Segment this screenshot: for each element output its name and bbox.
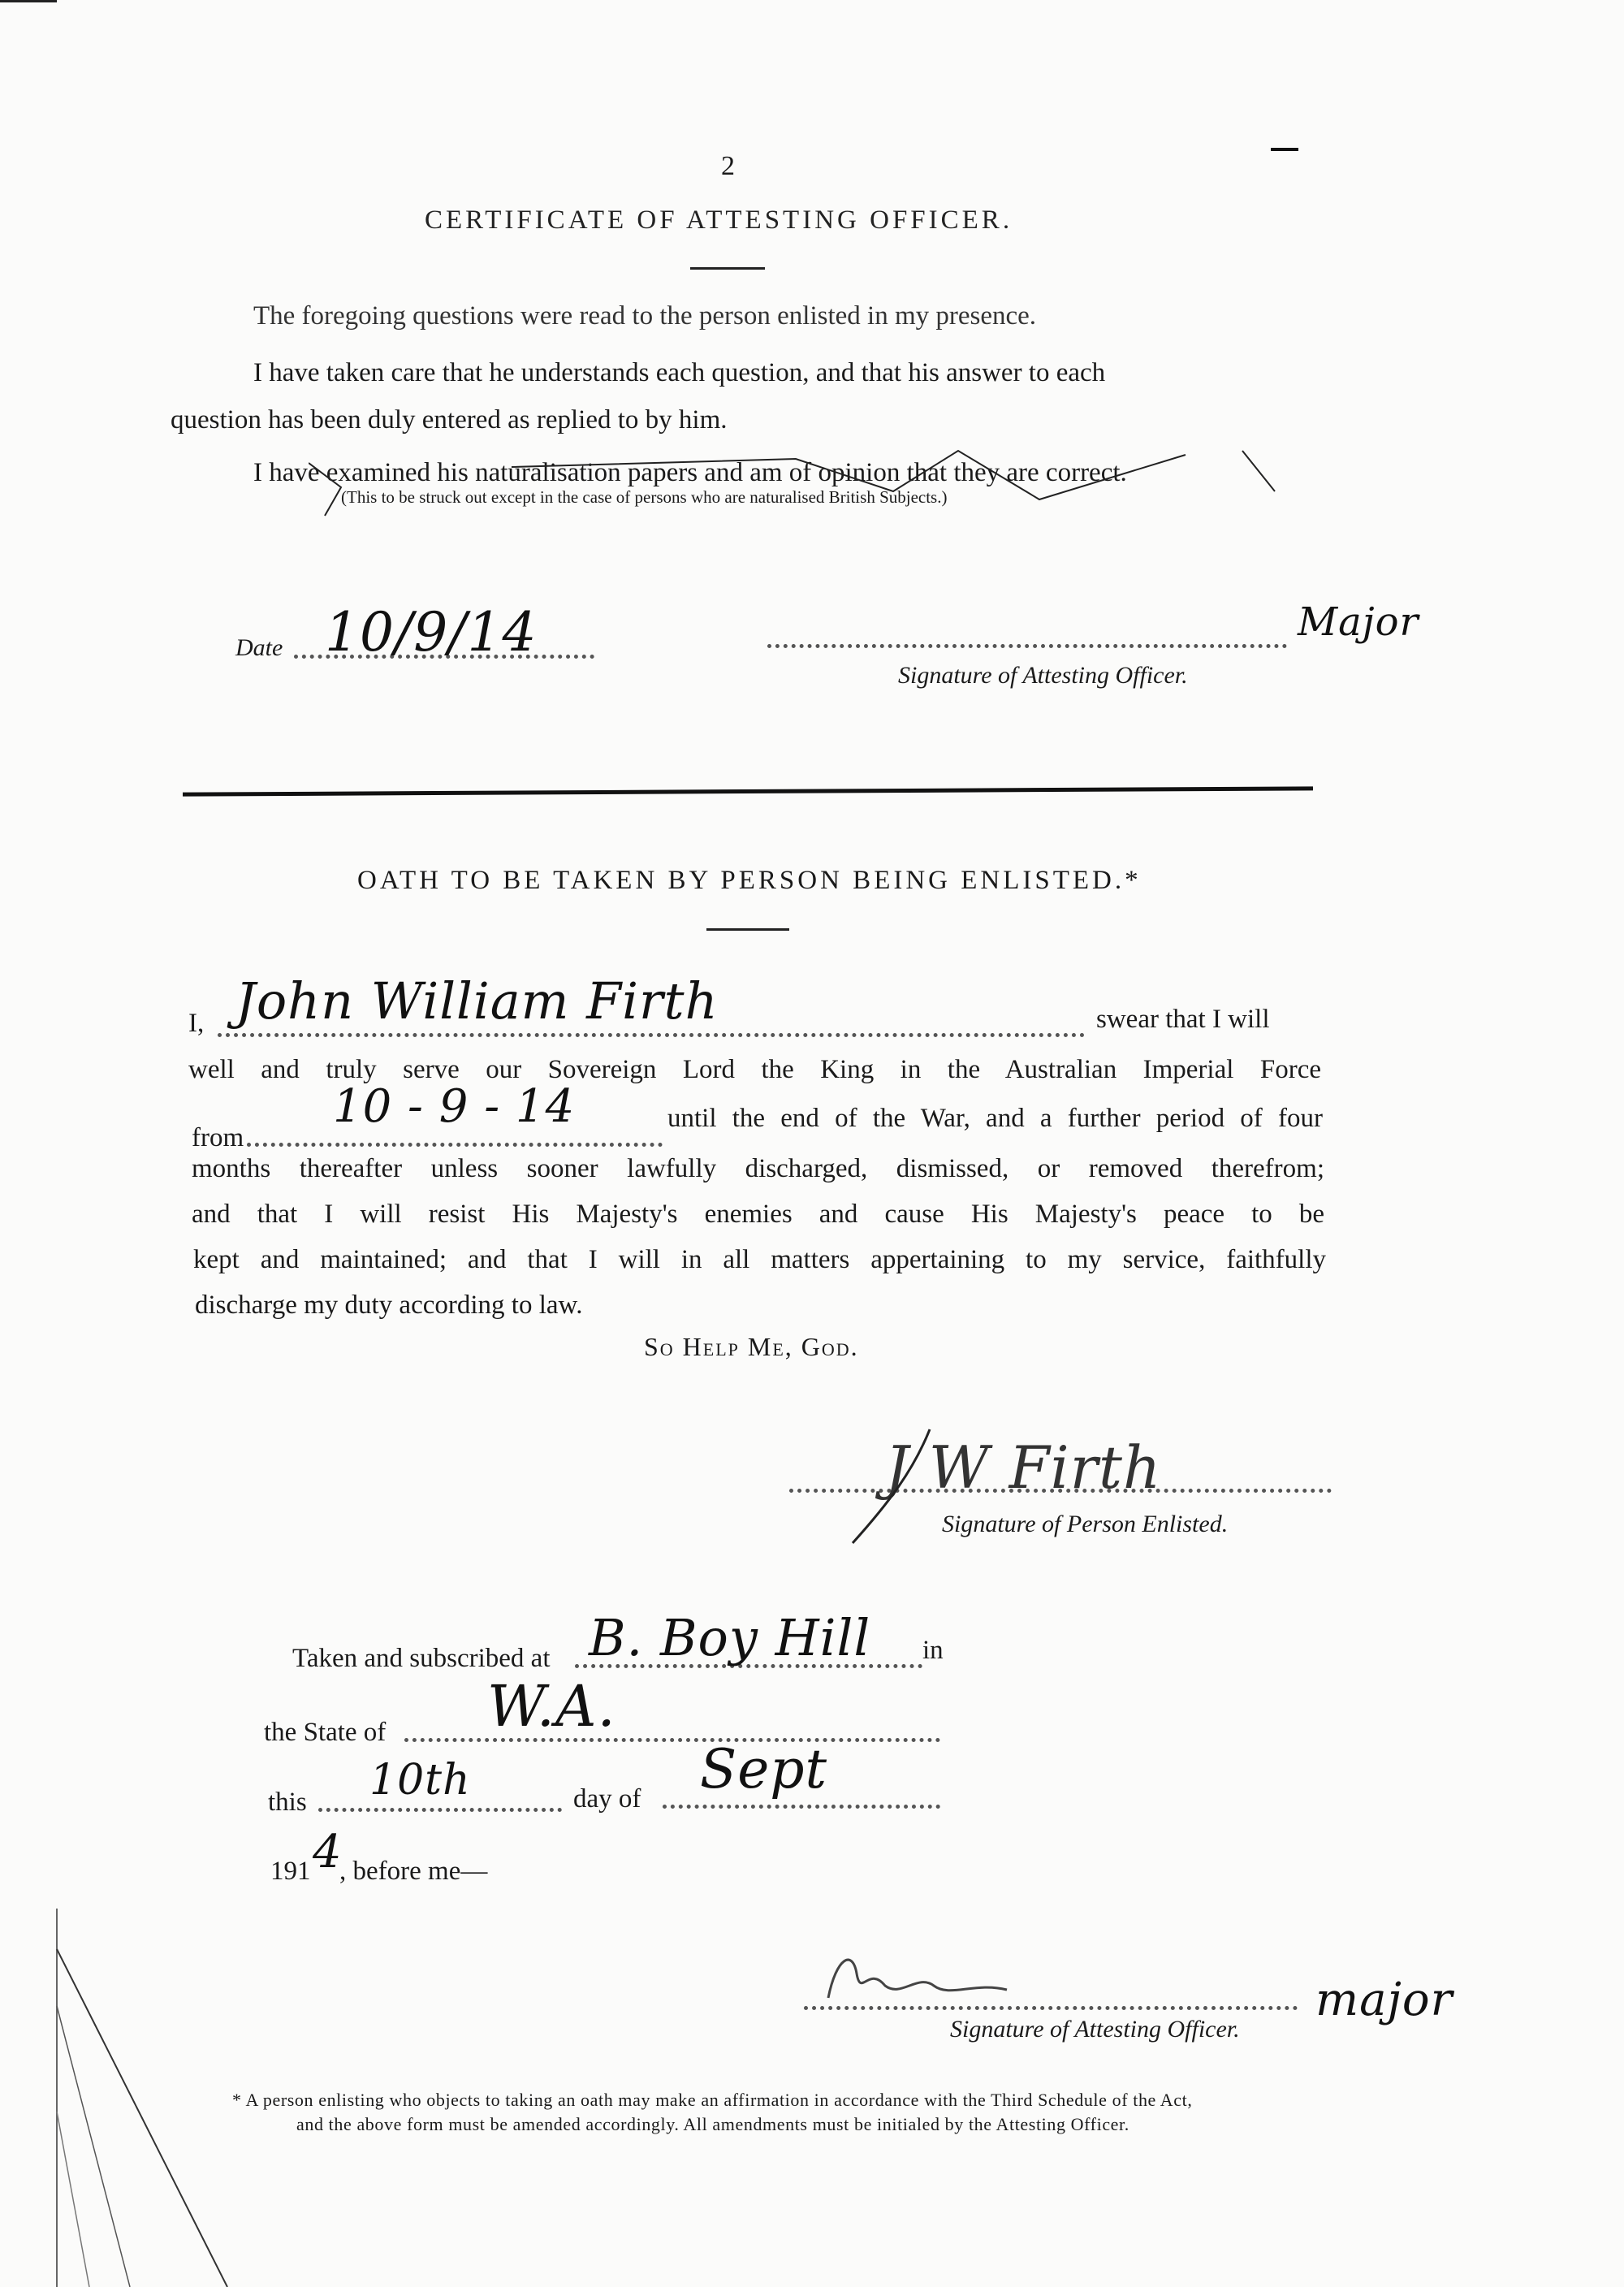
officer-signature-line [767, 644, 1287, 648]
certificate-title: CERTIFICATE OF ATTESTING OFFICER. [425, 205, 1013, 235]
taken-label: Taken and subscribed at [292, 1644, 551, 1673]
margin-dash [1271, 148, 1298, 151]
oath-line-2: well and truly serve our Sovereign Lord the King in the Australian Imperial Force [188, 1055, 1321, 1084]
state-value: W.A. [487, 1673, 616, 1740]
footnote-line-1: * A person enlisting who objects to taking an oath may make an affirmation in accordance with the Third Schedule of the Act, [232, 2090, 1193, 2110]
title-rule [690, 267, 765, 270]
oath-name-line [218, 1033, 1085, 1037]
certificate-line-2b: question has been duly entered as replied to by him. [171, 405, 728, 434]
oath-line-6: kept and maintained; and that I will in all matters appertaining to my service, faithfully [193, 1245, 1326, 1274]
oath-name-value: John William Firth [235, 971, 719, 1031]
oath-title: OATH TO BE TAKEN BY PERSON BEING ENLISTED.* [357, 866, 1142, 895]
bottom-officer-caption: Signature of Attesting Officer. [950, 2016, 1240, 2043]
oath-from-value: 10 - 9 - 14 [333, 1080, 576, 1133]
oath-swear-text: swear that I will [1096, 1005, 1270, 1034]
month-value: Sept [700, 1738, 828, 1801]
certificate-line-1: The foregoing questions were read to the person enlisted in my presence. [253, 301, 1037, 331]
bottom-officer-scrawl [812, 1941, 1056, 2014]
state-label: the State of [264, 1718, 387, 1747]
year-prefix: 191 [270, 1857, 311, 1886]
officer-signature-rank: Major [1298, 599, 1419, 645]
enlistee-signature-caption: Signature of Person Enlisted. [942, 1511, 1229, 1537]
taken-in-label: in [922, 1636, 944, 1665]
year-digit: 4 [313, 1826, 343, 1878]
oath-title-rule [706, 928, 789, 931]
oath-from-text: until the end of the War, and a further period of four [667, 1104, 1323, 1133]
bottom-officer-rank: major [1315, 1974, 1453, 2026]
corner-mark [0, 0, 57, 2]
page-number: 2 [721, 151, 735, 181]
date-label: Date [235, 634, 283, 661]
day-line [318, 1808, 562, 1812]
taken-value: B. Boy Hill [589, 1608, 871, 1667]
enlistee-signature: J W Firth [885, 1433, 1162, 1502]
certificate-line-3: I have examined his naturalisation papers and am of opinion that they are correct. [253, 458, 1127, 487]
day-value: 10th [369, 1756, 471, 1805]
month-line [663, 1805, 940, 1809]
certificate-line-2a: I have taken care that he understands each question, and that his answer to each [253, 358, 1106, 387]
margin-fold-lines [0, 1909, 260, 2287]
day-label: day of [573, 1784, 641, 1814]
this-label: this [268, 1788, 307, 1817]
oath-closing: So Help Me, God. [644, 1332, 859, 1361]
strike-through-mark [309, 443, 1283, 532]
oath-line-7: discharge my duty according to law. [195, 1290, 583, 1320]
oath-name-prefix: I, [188, 1009, 205, 1038]
year-suffix: , before me— [339, 1857, 488, 1886]
state-line [404, 1738, 940, 1742]
oath-from-label: from [192, 1123, 244, 1152]
footnote-line-2: and the above form must be amended accordingly. All amendments must be initialed by the Attesting Officer. [296, 2114, 1129, 2134]
oath-line-4: months thereafter unless sooner lawfully discharged, dismissed, or removed therefrom; [192, 1154, 1324, 1183]
oath-line-5: and that I will resist His Majesty's enemies and cause His Majesty's peace to be [192, 1200, 1324, 1229]
section-divider [183, 786, 1313, 796]
officer-signature-caption: Signature of Attesting Officer. [898, 662, 1188, 689]
certificate-line-3-note: (This to be struck out except in the case of persons who are naturalised British Subjects.) [341, 487, 948, 507]
date-value: 10/9/14 [325, 601, 538, 664]
